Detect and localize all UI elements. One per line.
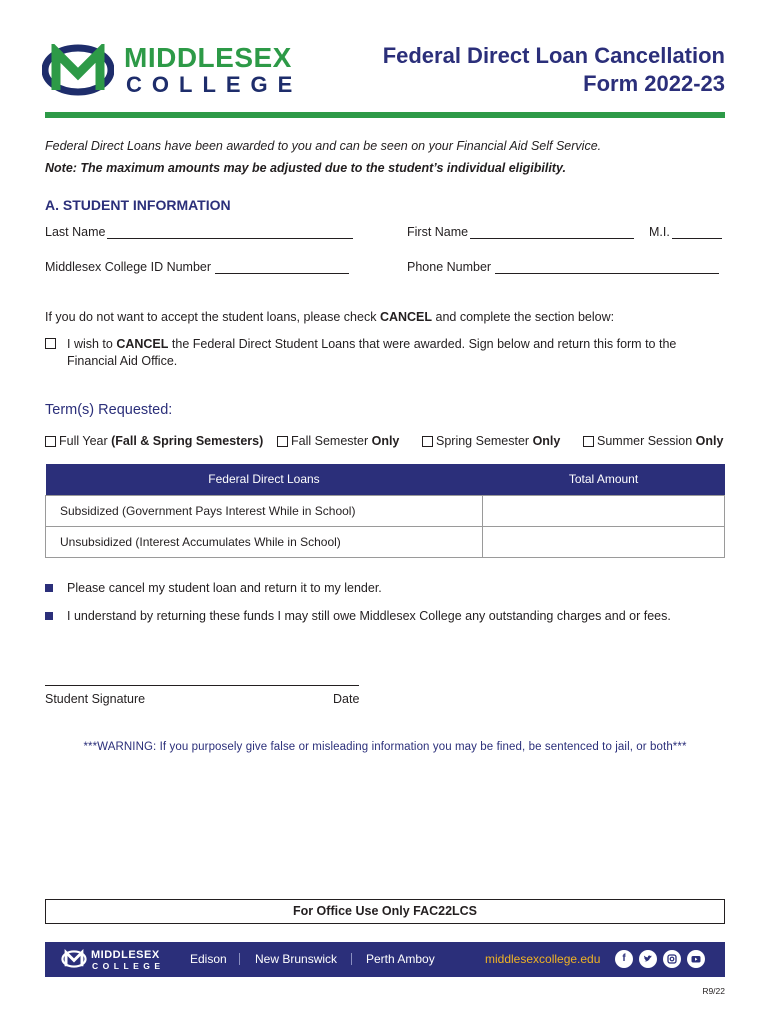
college-id-field[interactable]	[45, 260, 349, 274]
term-full-year[interactable]	[45, 434, 263, 448]
bullet-icon	[45, 612, 53, 620]
cancel-wish-text: I wish to	[67, 337, 117, 351]
office-use-box: For Office Use Only FAC22LCS	[45, 899, 725, 924]
full-year-label-bold: (Fall & Spring Semesters)	[111, 434, 264, 448]
summer-checkbox[interactable]	[583, 436, 594, 447]
loan-type-cell: Unsubsidized (Interest Accumulates While in School)	[46, 526, 483, 557]
college-logo	[42, 40, 322, 98]
section-heading-student-info: A. STUDENT INFORMATION	[45, 197, 231, 213]
fall-only: Only	[371, 434, 400, 448]
term-summer[interactable]	[583, 434, 723, 448]
last-name-input[interactable]	[107, 227, 353, 239]
campus-new-brunswick: New Brunswick	[255, 952, 338, 966]
spring-only: Only	[532, 434, 561, 448]
campus-perth-amboy: Perth Amboy	[366, 952, 435, 966]
signature-line[interactable]	[45, 685, 359, 686]
fall-label: Fall Semester	[291, 434, 372, 448]
college-id-label: Middlesex College ID Number	[45, 260, 212, 274]
bullet-icon	[45, 584, 53, 592]
cancel-instruction	[45, 310, 614, 324]
term-spring[interactable]	[422, 434, 560, 448]
footer-logo-bottom: COLLEGE	[92, 961, 165, 971]
middle-initial-label: M.I.	[649, 225, 670, 239]
title-line-1: Federal Direct Loan Cancellation	[382, 43, 725, 68]
last-name-field[interactable]	[45, 225, 353, 239]
summer-only: Only	[695, 434, 724, 448]
facebook-icon[interactable]: f	[615, 950, 633, 968]
cancel-wish-bold: CANCEL	[116, 337, 169, 351]
cancel-wish-line2: Financial Aid Office.	[67, 354, 178, 368]
footer-bar	[45, 942, 725, 977]
logo-wordmark-bottom: COLLEGE	[126, 72, 303, 97]
unsubsidized-amount-input[interactable]	[483, 526, 725, 557]
cancel-instruction-text: If you do not want to accept the student loans, please check	[45, 310, 380, 324]
youtube-icon[interactable]	[687, 950, 705, 968]
cancel-checkbox[interactable]	[45, 338, 56, 349]
intro-text: Federal Direct Loans have been awarded to you and can be seen on your Financial Aid Self Service.	[45, 139, 602, 153]
list-item	[45, 609, 671, 623]
cancel-instruction-text-end: and complete the section below:	[432, 310, 615, 324]
website-link[interactable]: middlesexcollege.edu	[485, 952, 601, 966]
phone-label: Phone Number	[407, 260, 492, 274]
phone-input[interactable]	[495, 262, 719, 274]
full-year-label: Full Year	[59, 434, 112, 448]
cancel-instruction-bold: CANCEL	[379, 310, 433, 324]
warning-text: ***WARNING: If you purposely give false or misleading information you may be fined, be sentenced to jail, or both***	[83, 741, 687, 753]
footer-separator	[351, 953, 352, 965]
header-divider	[45, 112, 725, 118]
table-row	[46, 526, 725, 557]
terms-heading: Term(s) Requested:	[45, 402, 173, 418]
instagram-icon[interactable]	[663, 950, 681, 968]
loan-table	[45, 464, 725, 558]
first-name-label: First Name	[407, 225, 469, 239]
last-name-label: Last Name	[45, 225, 106, 239]
intro-note: Note: The maximum amounts may be adjusted due to the student’s individual eligibility.	[45, 161, 566, 175]
spring-label: Spring Semester	[436, 434, 533, 448]
revision-code: R9/22	[702, 986, 725, 996]
footer-logo-top: MIDDLESEX	[91, 949, 160, 961]
student-signature-label: Student Signature	[45, 692, 146, 706]
twitter-icon[interactable]	[639, 950, 657, 968]
summer-label: Summer Session	[597, 434, 696, 448]
table-row	[46, 495, 725, 526]
loan-table-col-amount: Total Amount	[483, 464, 725, 495]
bullet-text: Please cancel my student loan and return it to my lender.	[67, 581, 382, 595]
middle-initial-field[interactable]	[649, 225, 722, 239]
first-name-input[interactable]	[470, 227, 634, 239]
fall-checkbox[interactable]	[277, 436, 288, 447]
mc-monogram-icon	[42, 44, 114, 96]
full-year-checkbox[interactable]	[45, 436, 56, 447]
loan-type-cell: Subsidized (Government Pays Interest While in School)	[46, 495, 483, 526]
term-fall[interactable]	[277, 434, 399, 448]
logo-wordmark-top: MIDDLESEX	[124, 42, 292, 73]
college-id-input[interactable]	[215, 262, 349, 274]
middle-initial-input[interactable]	[672, 227, 722, 239]
phone-field[interactable]	[407, 260, 719, 274]
spring-checkbox[interactable]	[422, 436, 433, 447]
cancel-wish-text-end: the Federal Direct Student Loans that were awarded. Sign below and return this form to the	[168, 337, 677, 351]
loan-table-col-loans: Federal Direct Loans	[46, 464, 483, 495]
campus-edison: Edison	[190, 952, 227, 966]
mc-monogram-icon	[61, 949, 87, 969]
cancel-option-label	[67, 336, 676, 370]
subsidized-amount-input[interactable]	[483, 495, 725, 526]
footer-separator	[239, 953, 240, 965]
title-line-2: Form 2022-23	[583, 71, 725, 96]
first-name-field[interactable]	[407, 225, 634, 239]
bullet-text: I understand by returning these funds I may still owe Middlesex College any outstanding charges and or fees.	[67, 609, 671, 623]
page-title	[383, 42, 725, 98]
list-item	[45, 581, 382, 595]
loan-table-header	[46, 464, 725, 495]
date-label: Date	[333, 692, 360, 706]
